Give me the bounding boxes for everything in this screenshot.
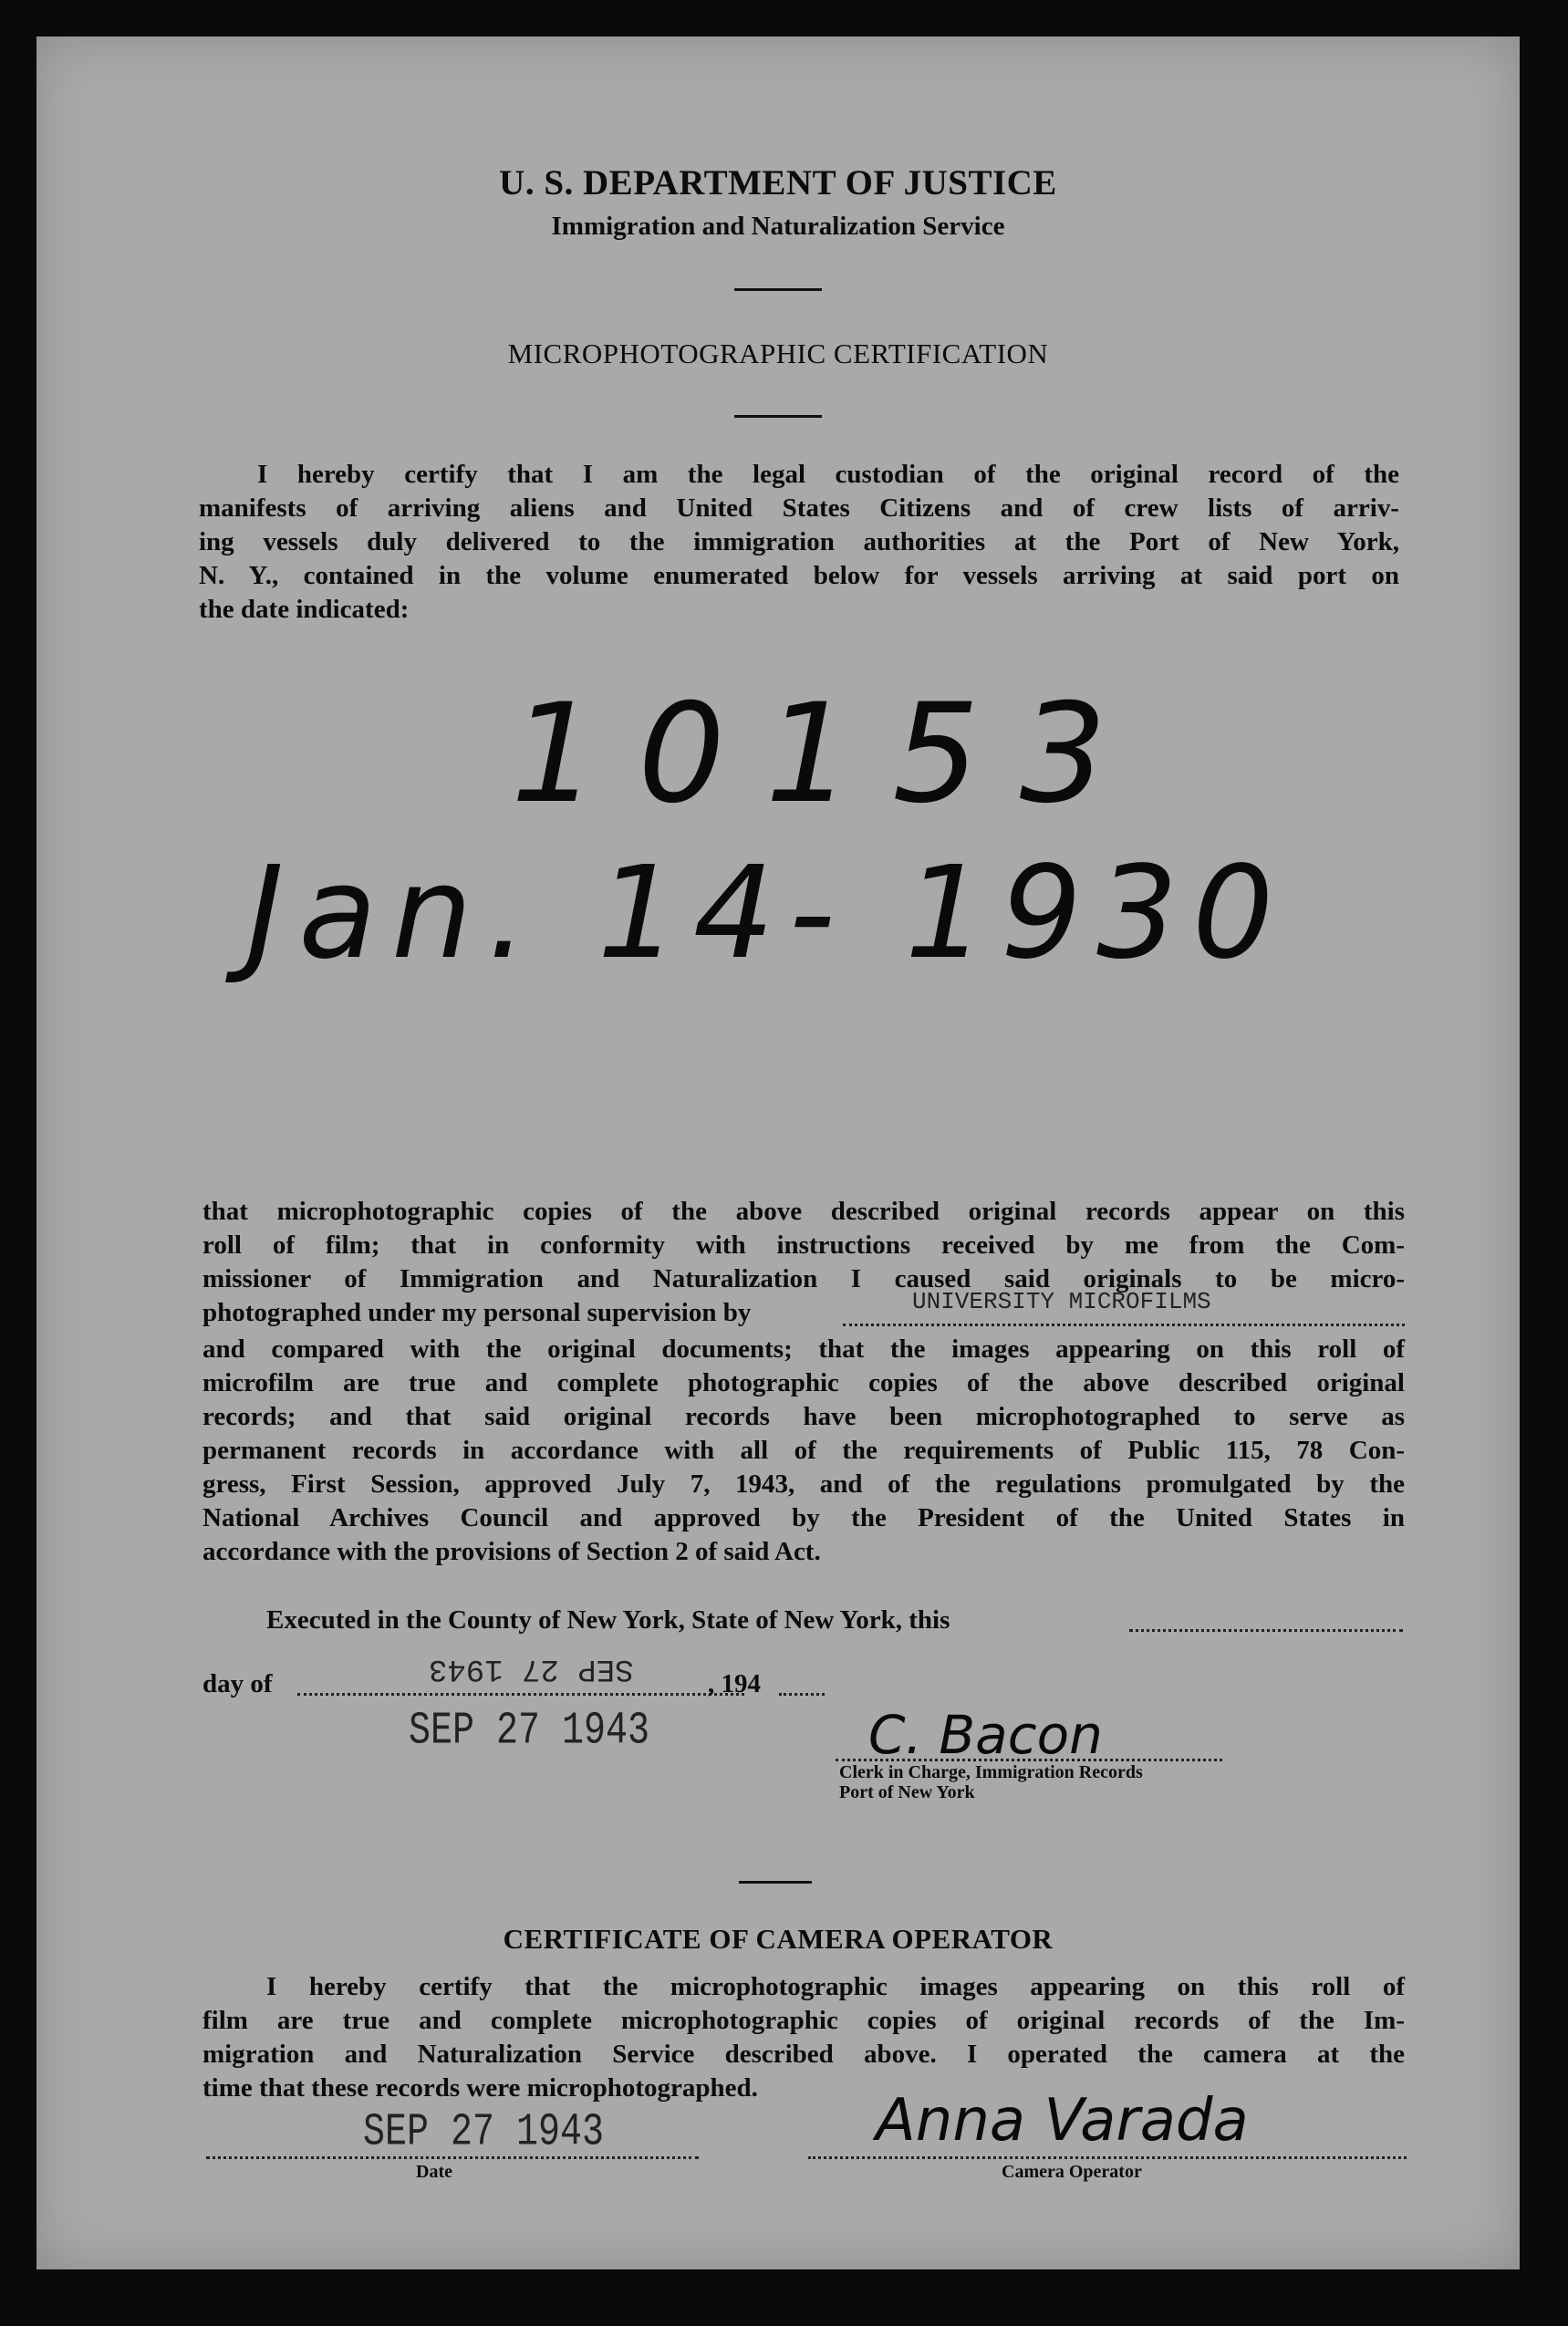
camera-date-stamp: SEP 27 1943 — [363, 2107, 605, 2159]
year-prefix: , 194 — [708, 1669, 761, 1698]
camera-operator-line — [808, 2153, 1407, 2159]
intro-line: manifests of arriving aliens and United States Citizens and of crew lists of arriv- — [199, 493, 1399, 523]
divider-second — [734, 415, 822, 418]
day-of-label: day of — [202, 1669, 273, 1698]
supervision-prefix: photographed under my personal supervision by — [202, 1298, 752, 1327]
intro-line: I hereby certify that I am the legal custodian of the original record of the — [257, 460, 1399, 489]
camera-operator-label: Camera Operator — [1002, 2162, 1142, 2182]
body-line: gress, First Session, approved July 7, 1943, and of the regulations promulgated by the — [202, 1469, 1405, 1499]
camera-line: I hereby certify that the microphotographic images appearing on this roll of — [266, 1972, 1405, 2001]
intro-paragraph — [199, 458, 1399, 627]
body-paragraph — [202, 1195, 1405, 1569]
divider-top — [734, 288, 822, 291]
service-subheading: Immigration and Naturalization Service — [551, 212, 1005, 241]
intro-line: ing vessels duly delivered to the immigration authorities at the Port of New York, — [199, 527, 1399, 556]
clerk-title: Clerk in Charge, Immigration Records — [839, 1762, 1143, 1782]
body-line: and compared with the original documents; that the images appearing on this roll of — [202, 1334, 1405, 1364]
divider-camera — [739, 1881, 812, 1884]
certification-title: MICROPHOTOGRAPHIC CERTIFICATION — [507, 337, 1049, 369]
intro-line: the date indicated: — [199, 595, 410, 624]
camera-certificate-title: CERTIFICATE OF CAMERA OPERATOR — [503, 1923, 1054, 1955]
executed-date-stamp: SEP 27 1943 — [409, 1706, 650, 1758]
camera-line: migration and Naturalization Service described above. I operated the camera at the — [202, 2040, 1405, 2069]
handwritten-volume-number: 10153 — [511, 675, 1147, 834]
camera-date-line — [206, 2153, 699, 2159]
executed-dotted-line — [1129, 1625, 1403, 1632]
body-line: that microphotographic copies of the above described original records appear on this — [202, 1197, 1405, 1226]
body-line: missioner of Immigration and Naturalization I caused said originals to be micro- — [202, 1264, 1405, 1293]
camera-paragraph — [202, 1970, 1405, 2105]
body-line: accordance with the provisions of Section 2 of said Act. — [202, 1537, 821, 1566]
department-heading: U. S. DEPARTMENT OF JUSTICE — [499, 163, 1057, 202]
microfilm-company-stamp: UNIVERSITY MICROFILMS — [912, 1288, 1211, 1315]
inverted-date-stamp: SEP 27 1943 — [429, 1651, 634, 1686]
date-label: Date — [416, 2162, 452, 2182]
intro-line: N. Y., contained in the volume enumerated below for vessels arriving at said port on — [199, 561, 1399, 590]
day-of-dotted-line — [297, 1689, 744, 1696]
camera-operator-signature: Anna Varada — [876, 2087, 1249, 2155]
certificate-sheet — [36, 36, 1520, 2269]
camera-line: time that these records were microphotographed. — [202, 2073, 758, 2103]
body-line: microfilm are true and complete photographic copies of the above described original — [202, 1368, 1405, 1397]
camera-line: film are true and complete microphotographic copies of original records of the Im- — [202, 2006, 1405, 2035]
body-line: roll of film; that in conformity with instructions received by me from the Com- — [202, 1230, 1405, 1260]
body-line: permanent records in accordance with all of the requirements of Public 115, 78 Con- — [202, 1436, 1405, 1465]
body-line: records; and that said original records have been microphotographed to serve as — [202, 1402, 1405, 1431]
clerk-signature: C. Bacon — [868, 1704, 1103, 1766]
handwritten-manifest-date: Jan. 14- 1930 — [246, 839, 1289, 988]
clerk-port: Port of New York — [839, 1782, 975, 1802]
year-dotted-line — [779, 1689, 825, 1696]
executed-line: Executed in the County of New York, State of New York, this — [266, 1605, 950, 1635]
body-line: National Archives Council and approved by the President of the United States in — [202, 1503, 1405, 1532]
supervision-line — [202, 1288, 1405, 1333]
